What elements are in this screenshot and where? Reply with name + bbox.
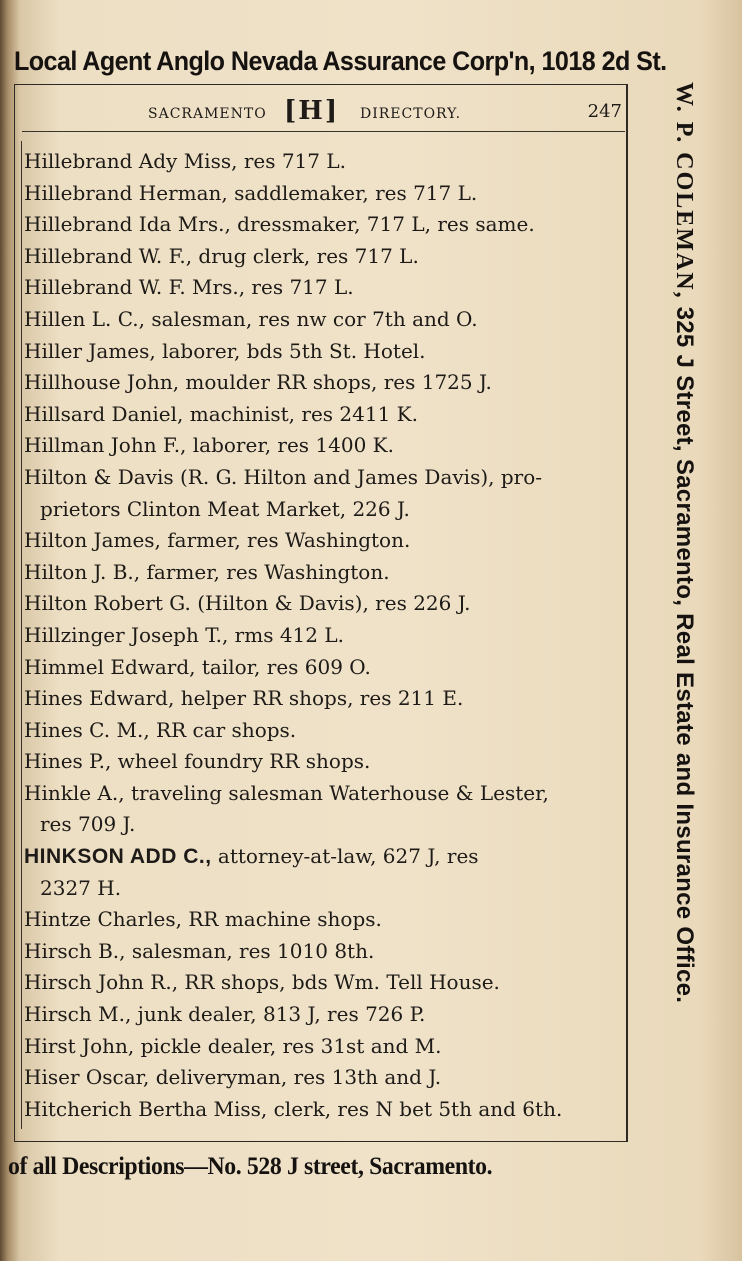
entry-text: Hiller James, laborer, bds 5th St. Hotel. [24,338,426,363]
directory-entry [24,683,624,715]
entry-bold-name: HINKSON ADD C., [24,845,212,869]
entry-text: Hintze Charles, RR machine shops. [24,907,382,932]
entry-text: Hines C. M., RR car shops. [24,717,297,742]
entry-text: Hitcherich Bertha Miss, clerk, res N bet 5th and 6th. [24,1096,563,1121]
bottom-advertisement-banner: of all Descriptions—No. 528 J street, Sacramento. [8,1153,493,1180]
directory-entry [24,778,624,841]
side-advertiser-details: 325 J Street, Sacramento, Real Estate and Insurance Office. [671,306,698,1004]
side-advertisement [670,82,698,1142]
directory-entry [24,999,624,1031]
directory-entry [24,841,624,904]
directory-entry [24,241,624,273]
directory-entry [24,304,624,336]
entry-text: Hillman John F., laborer, res 1400 K. [24,433,394,458]
header-rule [22,131,625,132]
directory-entry [24,1062,624,1094]
entry-text: attorney-at-law, 627 J, res [211,844,479,869]
running-header [22,96,622,130]
entry-text: Hilton & Davis (R. G. Hilton and James Davis), pro- [24,464,543,489]
directory-entry [24,1031,624,1063]
entry-text: Hillzinger Joseph T., rms 412 L. [24,622,344,647]
top-advertisement-banner: Local Agent Anglo Nevada Assurance Corp'n, 1018 2d St. [14,46,667,76]
entry-text: Hirsch John R., RR shops, bds Wm. Tell House. [24,970,500,995]
entry-text: Hillebrand Herman, saddlemaker, res 717 L. [24,180,478,205]
directory-entry [24,399,624,431]
entry-continuation: 2327 H. [40,875,122,900]
directory-entry [24,967,624,999]
header-section-letter: [H] [284,96,340,126]
entry-text: Hillebrand W. F. Mrs., res 717 L. [24,275,354,300]
directory-entry [24,178,624,210]
side-advertiser-name: W. P. COLEMAN, [671,82,697,300]
side-divider [627,84,628,1142]
directory-entry [24,336,624,368]
entry-text: Hillhouse John, moulder RR shops, res 1725 J. [24,370,492,395]
directory-entry [24,715,624,747]
directory-entry [24,146,624,178]
directory-entry [24,525,624,557]
directory-entry [24,1094,624,1126]
directory-entry [24,462,624,525]
directory-entry [24,272,624,304]
entry-text: Hillebrand Ida Mrs., dressmaker, 717 L, res same. [24,212,535,237]
entry-text: Hilton Robert G. (Hilton & Davis), res 226 J. [24,591,471,616]
entry-continuation: res 709 J. [40,812,136,837]
entry-continuation: prietors Clinton Meat Market, 226 J. [40,496,410,521]
entry-text: Hilton J. B., farmer, res Washington. [24,559,390,584]
directory-entry [24,367,624,399]
entry-text: Hirsch M., junk dealer, 813 J, res 726 P. [24,1002,426,1027]
header-city: SACRAMENTO [148,106,267,122]
entry-text: Hillebrand Ady Miss, res 717 L. [24,149,347,173]
directory-entry [24,936,624,968]
directory-entry [24,620,624,652]
entry-text: Himmel Edward, tailor, res 609 O. [24,654,371,679]
inner-margin-line [21,141,22,1129]
directory-entry [24,746,624,778]
directory-entry [24,904,624,936]
entry-text: Hines P., wheel foundry RR shops. [24,749,371,774]
entry-text: Hirsch B., salesman, res 1010 8th. [24,938,375,963]
directory-entry [24,430,624,462]
header-title: DIRECTORY. [360,106,462,122]
entry-text: Hiser Oscar, deliveryman, res 13th and J. [24,1065,442,1090]
entry-text: Hilton James, farmer, res Washington. [24,528,411,553]
entry-text: Hines Edward, helper RR shops, res 211 E. [24,686,464,711]
entry-text: Hillebrand W. F., drug clerk, res 717 L. [24,243,419,268]
directory-entries [24,146,624,1125]
entry-text: Hillen L. C., salesman, res nw cor 7th and O. [24,306,478,331]
directory-entry [24,588,624,620]
entry-text: Hinkle A., traveling salesman Waterhouse & Lester, [24,780,549,805]
directory-entry [24,209,624,241]
directory-entry [24,652,624,684]
page-number: 247 [587,101,622,122]
entry-text: Hillsard Daniel, machinist, res 2411 K. [24,401,418,426]
entry-text: Hirst John, pickle dealer, res 31st and M. [24,1033,442,1058]
directory-entry [24,557,624,589]
